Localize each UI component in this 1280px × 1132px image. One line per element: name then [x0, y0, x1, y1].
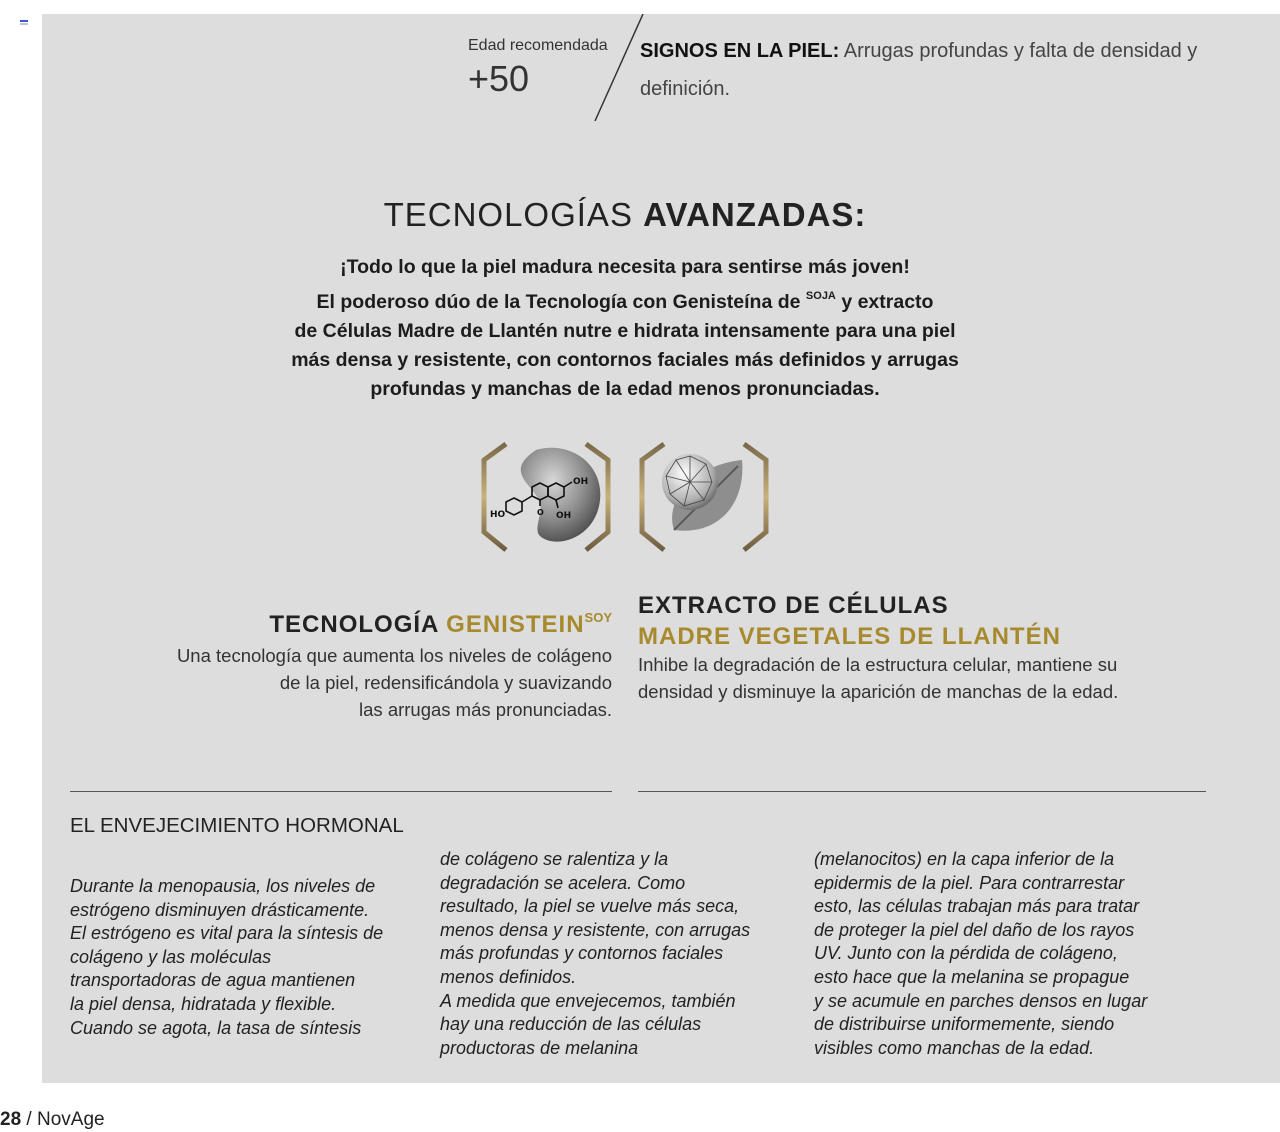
plantain-title: [638, 590, 1198, 652]
genistein-description: [120, 642, 612, 723]
plantain-leaf-cell-icon: [634, 440, 774, 555]
soy-bean-molecule-icon: [476, 440, 616, 555]
hormonal-column-3: [814, 848, 1147, 1060]
intro-line: El poderoso dúo de la Tecnología con Genisteína de: [316, 291, 801, 313]
skin-signs-label: SIGNOS EN LA PIEL:: [640, 40, 840, 62]
text-line: de la piel, redensificándola y suavizando: [279, 672, 612, 693]
page-title: [0, 196, 1250, 234]
intro-line: profundas y manchas de la edad menos pronunciadas.: [370, 378, 880, 400]
genistein-title-dark: TECNOLOGÍA: [269, 611, 439, 638]
text-line: hay una reducción de las células: [440, 1014, 702, 1035]
text-line: El estrógeno es vital para la síntesis de: [70, 923, 384, 944]
section-title: EL ENVEJECIMIENTO HORMONAL: [70, 814, 404, 837]
text-line: Cuando se agota, la tasa de síntesis: [70, 1017, 362, 1038]
text-line: (melanocitos) en la capa inferior de la: [814, 849, 1115, 869]
text-line: densidad y disminuye la aparición de manchas de la edad.: [638, 681, 1119, 702]
plantain-title-gold: MADRE VEGETALES DE LLANTÉN: [638, 623, 1061, 650]
molecule-label: O: [537, 508, 544, 517]
text-line: transportadoras de agua mantienen: [70, 970, 356, 991]
intro-line: y extracto: [841, 291, 934, 313]
text-line: menos densa y resistente, con arrugas: [440, 919, 751, 940]
text-line: la piel densa, hidratada y flexible.: [70, 993, 337, 1014]
text-line: UV. Junto con la pérdida de colágeno,: [814, 943, 1118, 964]
text-line: menos definidos.: [440, 966, 577, 987]
text-line: esto hace que la melanina se propague: [814, 966, 1130, 987]
hormonal-column-2: [440, 848, 750, 1060]
genistein-title: [150, 610, 612, 639]
text-line: productoras de melanina: [440, 1037, 639, 1058]
hormonal-column-1: [70, 875, 383, 1040]
page-footer: [0, 1109, 105, 1131]
text-line: Durante la menopausia, los niveles de: [70, 876, 376, 896]
text-line: las arrugas más pronunciadas.: [359, 699, 612, 720]
text-line: de proteger la piel del daño de los rayos: [814, 919, 1135, 940]
brand-name: NovAge: [36, 1109, 105, 1130]
text-line: visibles como manchas de la edad.: [814, 1037, 1095, 1058]
soja-superscript: SOJA: [805, 290, 836, 302]
molecule-label: OH: [573, 477, 589, 487]
intro-paragraph: [250, 253, 1000, 404]
age-value: +50: [468, 58, 530, 99]
footer-separator: /: [26, 1109, 32, 1130]
molecule-label: OH: [556, 511, 572, 521]
text-line: estrógeno disminuyen drásticamente.: [70, 899, 370, 920]
text-line: y se acumule en parches densos en lugar: [814, 990, 1148, 1011]
text-line: A medida que envejecemos, también: [440, 990, 736, 1011]
intro-line: ¡Todo lo que la piel madura necesita para sentirse más joven!: [340, 256, 910, 278]
text-line: de colágeno se ralentiza y la: [440, 849, 669, 869]
text-line: epidermis de la piel. Para contrarrestar: [814, 872, 1125, 893]
text-line: de distribuirse uniformemente, siendo: [814, 1014, 1115, 1035]
divider-right: [638, 791, 1206, 792]
genistein-title-sup: SOY: [584, 610, 612, 625]
page-number: 28: [0, 1109, 22, 1130]
skin-signs: [640, 32, 1200, 108]
title-bold: AVANZADAS:: [643, 196, 867, 233]
plantain-title-dark: EXTRACTO DE CÉLULAS: [638, 592, 949, 619]
skin-signs-text: Arrugas profundas y falta de densidad y definición.: [640, 40, 1198, 100]
age-label: Edad recomendada: [468, 37, 608, 54]
text-line: degradación se acelera. Como: [440, 872, 686, 893]
text-line: más profundas y contornos faciales: [440, 943, 724, 964]
divider-left: [70, 791, 612, 792]
plantain-description: [638, 651, 1198, 705]
title-light: TECNOLOGÍAS: [383, 196, 633, 233]
text-line: resultado, la piel se vuelve más seca,: [440, 896, 740, 917]
text-line: esto, las células trabajan más para tratar: [814, 896, 1140, 917]
intro-line: más densa y resistente, con contornos faciales más definidos y arrugas: [291, 349, 959, 371]
molecule-label: HO: [490, 510, 506, 520]
genistein-title-gold: GENISTEIN: [446, 611, 585, 638]
text-line: Inhibe la degradación de la estructura celular, mantiene su: [638, 654, 1118, 675]
intro-line: de Células Madre de Llantén nutre e hidrata intensamente para una piel: [294, 320, 956, 342]
text-line: colágeno y las moléculas: [70, 946, 272, 967]
text-line: Una tecnología que aumenta los niveles de colágeno: [176, 645, 612, 666]
